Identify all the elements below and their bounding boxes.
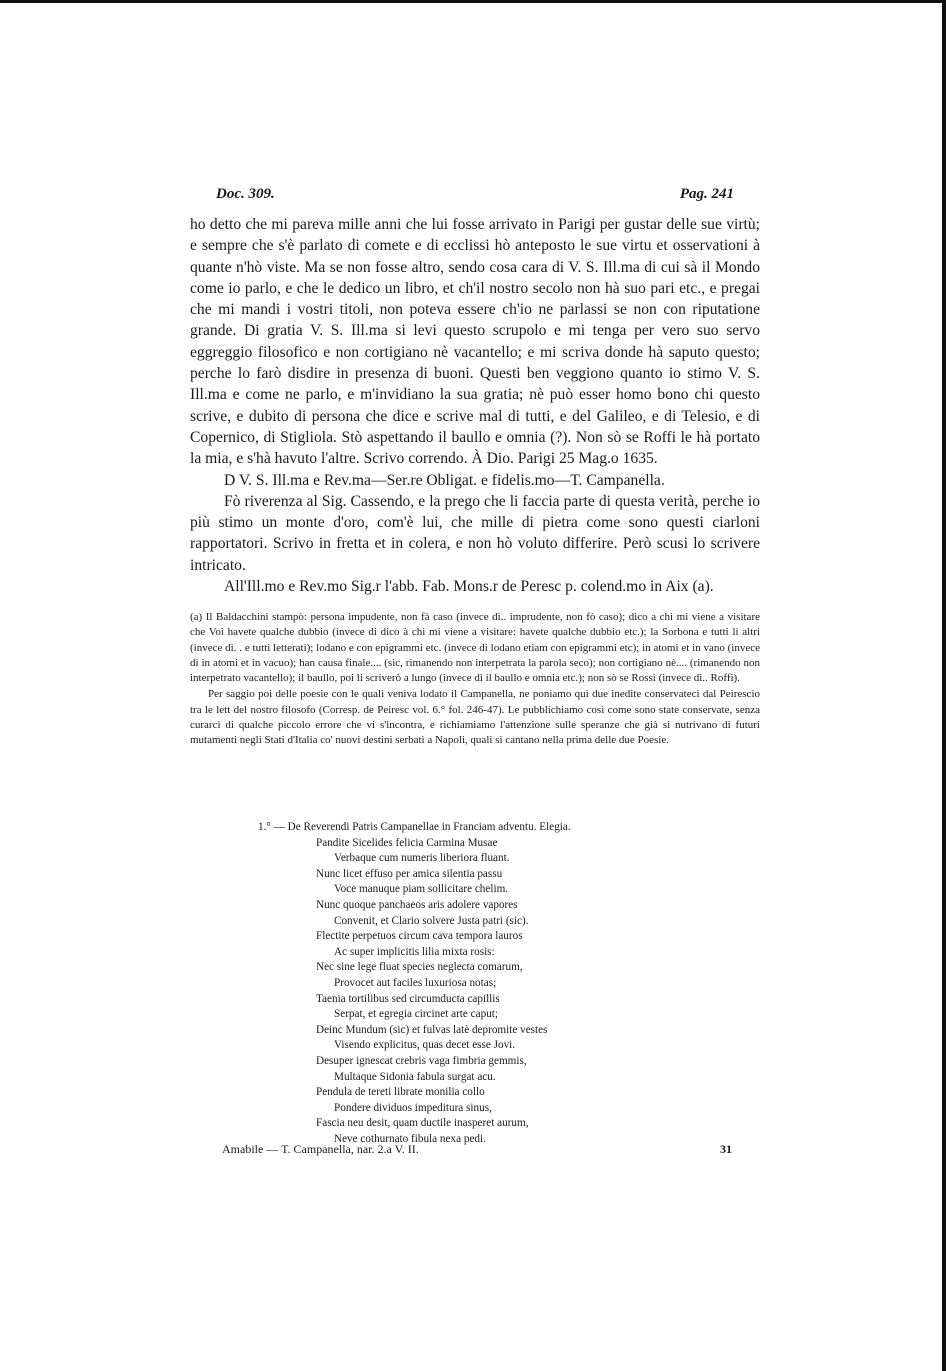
address-line: All'Ill.mo e Rev.mo Sig.r l'abb. Fab. Mons.r de Peresc p. colend.mo in Aix (a).	[224, 578, 714, 596]
poem-line: Deinc Mundum (sic) et fulvas latè depromite vestes	[316, 1023, 548, 1036]
poem-line: Convenit, et Clario solvere Justa patri (sic).	[334, 914, 529, 927]
poem-line: Pendula de tereti librate monilia collo	[316, 1086, 485, 1099]
poem-line: Serpat, et egregia circinet arte caput;	[334, 1008, 498, 1021]
scan-edge-top	[0, 0, 946, 3]
signature-number: 31	[720, 1142, 732, 1156]
poem	[258, 820, 758, 1147]
poem-line: Voce manuque piam sollicitare chelim.	[334, 883, 509, 896]
poem-line: Ac super implicitis lilia mixta rosis:	[334, 945, 495, 958]
poem-line: Pandite Sicelides felicia Carmina Musae	[316, 836, 498, 849]
poem-line: Desuper ignescat crebris vaga fimbria gemmis,	[316, 1054, 527, 1067]
poem-line: Nunc licet effuso per amica silentia passu	[316, 867, 503, 880]
letter-body	[190, 214, 760, 597]
scan-edge-right	[942, 0, 946, 1371]
poem-line: Flectite perpetuos circum cava tempora lauros	[316, 930, 523, 943]
footnotes	[190, 610, 760, 749]
poem-line: Nunc quoque panchaeos aris adolere vapores	[316, 898, 518, 911]
postscript-paragraph: Fò riverenza al Sig. Cassendo, e la prego che li faccia parte di questa verità, perche io più stimo un monte d'oro, com'è lui, che mille di pietra come sono questi ciarloni rapportatori. Scrivo in fretta et in colera, e non hò voluto differire. Però scusi lo scrivere intricato.	[190, 492, 760, 574]
poem-line: Verbaque cum numeris liberiora fluant.	[334, 852, 510, 865]
page-number: Pag. 241	[679, 186, 734, 202]
document-number: Doc. 309.	[216, 186, 275, 202]
poem-line: Visendo explicitus, quas decet esse Jovi.	[334, 1039, 516, 1052]
poem-line: Pondere dividuos impeditura sinus,	[334, 1101, 492, 1114]
footer-citation: Amabile — T. Campanella, nar. 2.a V. II.	[222, 1142, 419, 1156]
poem-line: Multaque Sidonia fabula surgat acu.	[334, 1070, 496, 1083]
poem-line: Neve cothurnato fibula nexa pedi.	[334, 1132, 486, 1145]
poem-line: Provocet aut faciles luxuriosa notas;	[334, 976, 497, 989]
poem-title: 1.° — De Reverendi Patris Campanellae in Franciam adventu. Elegia.	[258, 821, 571, 833]
poem-line: Fascia neu desit, quam ductile inasperet aurum,	[316, 1117, 529, 1130]
signature-line: D V. S. Ill.ma e Rev.ma—Ser.re Obligat. e fidelis.mo—T. Campanella.	[224, 471, 665, 489]
footnote-a: (a) Il Baldacchini stampò: persona impudente, non fà caso (invece di.. imprudente, non fò caso); dico a chi mi viene a visitare che Voi havete qualche dubbio (invece di dico à chi mi viene a visitare: havete qualche dubbio etc.); la Sorbona e tutti li altri (invece di. . e tutti letterati); lodano e con epigrammi etc. (invece di lodano etiam con epigrammi etc); in atomi et in vano (invece di in atomi et in vacuo); han causa finale.... (sic, rimanendo non interpetrata la parola seco); non cortigiano nè.... (rimanendo non interpetrato vacantello); il baullo, poi li scriverò a lungo (invece di il baullo e omnia etc.); non sò se Rossi (invece di.. Roffi).	[190, 611, 760, 685]
poem-line: Taenia tortilibus sed circumducta capillis	[316, 992, 500, 1005]
body-paragraph: ho detto che mi pareva mille anni che lui fosse arrivato in Parigi per gustar delle sue virtù; e sempre che s'è parlato di comete e di ecclissi hò anteposto le sue virtu et osservationi à quante n'hò viste. Ma se non fosse altro, sendo cosa cara di V. S. Ill.ma di cui sà il Mondo come io parlo, e che le dedico un libro, et ch'il nostro secolo non hà suo pari etc., e pregai che mi mandi i vostri titoli, non poteva essere ch'io ne parlassi se non con riputatione grande. Di gratia V. S. Ill.ma si levi questo scrupolo e mi tenga per vero suo servo eggreggio filosofico e non cortigiano nè vacantello; e mi scriva donde hà saputo questo; perche lo farò disdire in presenza di buoni. Questi ben veggiono quanto io stimo V. S. Ill.ma e come ne parlo, e m'invidiano la sua gratia; nè può esser homo bono chi questo scrive, e dubito di persona che dice e scrive mal di tutti, e del Galileo, e di Telesio, e di Copernico, di Stigliola. Stò aspettando il baullo e omnia (?). Non sò se Roffi le hà portato la mia, e s'hà havuto l'altre. Scrivo correndo. À Dio. Parigi 25 Mag.o 1635.	[190, 216, 760, 468]
page-header	[190, 186, 760, 210]
poem-line: Nec sine lege fluat species neglecta comarum,	[316, 961, 523, 974]
page-footer	[190, 1142, 760, 1162]
editorial-note: Per saggio poi delle poesie con le quali veniva lodato il Campanella, ne poniamo qui due inedite conservateci dal Peirescio tra le lett del nostro filosofo (Corresp. de Peiresc vol. 6.° fol. 246-47). Le pubblichiamo così come sono state conservate, senza curarci di qualche piccolo errore che vi s'incontra, e richiamiamo l'attenzione sulle speranze che già si nutrivano di futuri mutamenti negli Stati d'Italia co' nuovi destini serbati a Napoli, quali si cantano nella prima delle due Poesie.	[190, 688, 760, 747]
